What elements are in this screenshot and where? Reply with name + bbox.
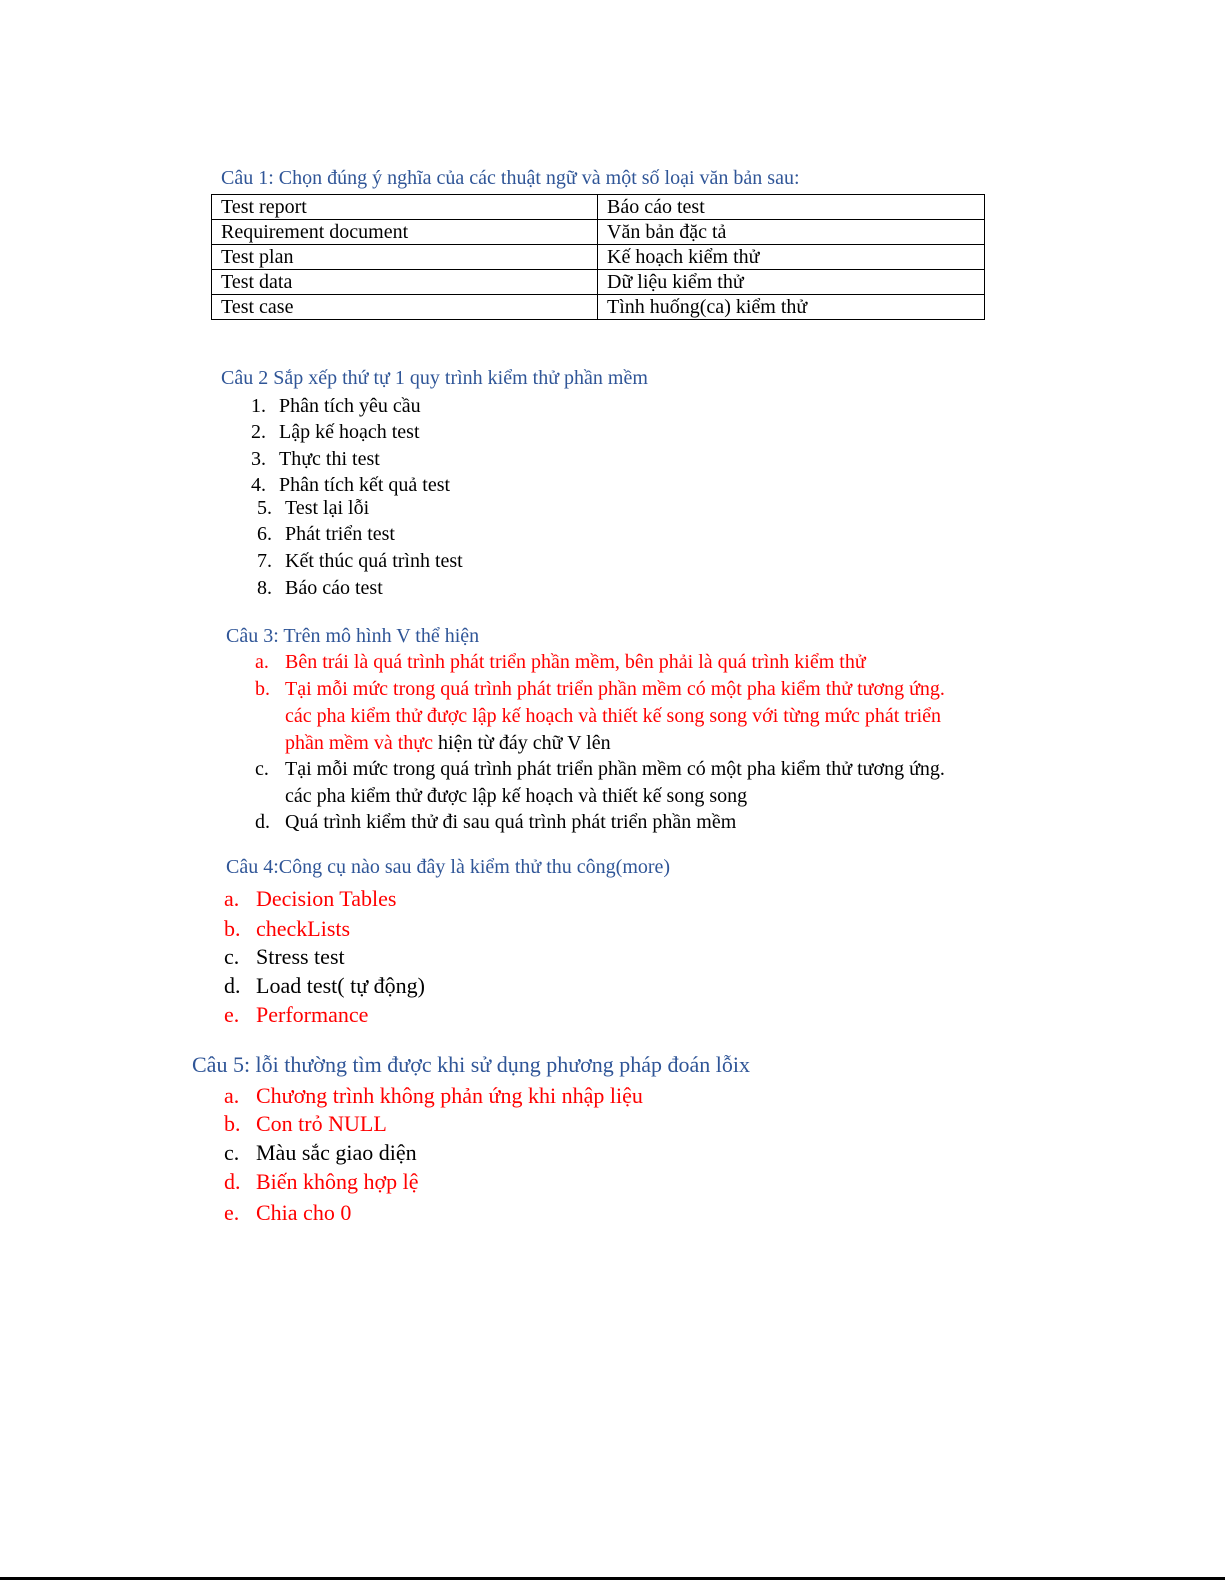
page-bottom-rule <box>0 1577 1225 1580</box>
meaning-cell: Dữ liệu kiểm thử <box>598 270 985 295</box>
option-item <box>224 973 425 999</box>
option-b-line <box>285 732 611 755</box>
item-text: Test lại lỗi <box>285 497 370 519</box>
q1-heading: Câu 1: Chọn đúng ý nghĩa của các thuật ngữ và một số loại văn bản sau: <box>221 167 800 189</box>
option-text: Con trỏ NULL <box>256 1111 387 1136</box>
meaning-cell: Báo cáo test <box>598 195 985 220</box>
option-text: Chia cho 0 <box>256 1200 352 1225</box>
option-letter: e. <box>224 1200 240 1225</box>
item-text: Kết thúc quá trình test <box>285 550 463 572</box>
option-item <box>224 1169 419 1195</box>
option-text: Performance <box>256 1002 369 1027</box>
option-text: Màu sắc giao diện <box>256 1140 417 1165</box>
q5-heading: Câu 5: lỗi thường tìm được khi sử dụng phương pháp đoán lỗix <box>192 1052 751 1077</box>
option-letter: c. <box>224 1140 240 1165</box>
option-text: Biến không hợp lệ <box>256 1169 419 1194</box>
option-item <box>224 886 396 912</box>
option-letter: d. <box>224 973 241 998</box>
item-number: 6. <box>257 523 272 545</box>
item-number: 1. <box>251 395 266 417</box>
item-text: Lập kế hoạch test <box>279 421 420 443</box>
option-item <box>224 916 350 942</box>
option-c-line: các pha kiểm thử được lập kế hoạch và thiết kế song song <box>285 785 748 807</box>
option-letter: e. <box>224 1002 240 1027</box>
item-number: 2. <box>251 421 266 443</box>
term-cell: Test report <box>212 195 598 220</box>
option-letter: d. <box>255 811 270 833</box>
option-b-line: các pha kiểm thử được lập kế hoạch và thiết kế song song với từng mức phát triển <box>285 705 942 727</box>
term-cell: Test case <box>212 295 598 320</box>
q2-heading: Câu 2 Sắp xếp thứ tự 1 quy trình kiểm thử phần mềm <box>221 367 648 389</box>
option-letter: b. <box>224 916 241 941</box>
option-text: Quá trình kiểm thử đi sau quá trình phát triển phần mềm <box>285 811 737 833</box>
list-item <box>251 421 420 444</box>
term-cell: Requirement document <box>212 220 598 245</box>
option-text: checkLists <box>256 916 351 941</box>
item-number: 7. <box>257 550 272 572</box>
item-number: 4. <box>251 474 266 496</box>
option-letter: c. <box>255 758 269 780</box>
option-item <box>224 1140 417 1166</box>
option-text: Tại mỗi mức trong quá trình phát triển phần mềm có một pha kiểm thử tương ứng. <box>285 678 945 700</box>
option-letter: c. <box>224 944 240 969</box>
list-item <box>257 523 395 546</box>
option-text: Stress test <box>256 944 345 969</box>
item-text: Thực thi test <box>279 448 380 470</box>
list-item <box>251 474 450 497</box>
option-letter: d. <box>224 1169 241 1194</box>
meaning-cell: Văn bản đặc tả <box>598 220 985 245</box>
option-text: Bên trái là quá trình phát triển phần mềm, bên phải là quá trình kiểm thử <box>285 651 866 673</box>
option-text: Load test( tự động) <box>256 973 425 998</box>
table-row <box>212 245 985 270</box>
term-cell: Test plan <box>212 245 598 270</box>
item-text: Phát triển test <box>285 523 395 545</box>
item-number: 3. <box>251 448 266 470</box>
terms-table <box>211 194 985 320</box>
item-number: 8. <box>257 577 272 599</box>
item-text: Phân tích yêu cầu <box>279 395 421 417</box>
option-letter: b. <box>255 678 270 700</box>
meaning-cell: Kế hoạch kiểm thử <box>598 245 985 270</box>
option-d <box>255 811 736 834</box>
option-c <box>255 758 945 781</box>
list-item <box>251 448 380 471</box>
option-text-plain: hiện từ đáy chữ V lên <box>433 732 611 754</box>
option-item <box>224 944 345 970</box>
q4-heading: Câu 4:Công cụ nào sau đây là kiểm thử thu công(more) <box>226 856 671 878</box>
table-row <box>212 220 985 245</box>
q3-heading: Câu 3: Trên mô hình V thể hiện <box>226 625 480 647</box>
option-letter: a. <box>224 1083 240 1108</box>
table-row <box>212 295 985 320</box>
option-text-highlight: phần mềm và thực <box>285 732 434 754</box>
list-item <box>251 395 421 418</box>
option-text: Chương trình không phản ứng khi nhập liệu <box>256 1083 643 1108</box>
meaning-cell: Tình huống(ca) kiểm thử <box>598 295 985 320</box>
option-letter: b. <box>224 1111 241 1136</box>
item-number: 5. <box>257 497 272 519</box>
option-letter: a. <box>255 651 269 673</box>
option-item <box>224 1111 387 1137</box>
item-text: Báo cáo test <box>285 577 383 599</box>
option-item <box>224 1083 643 1109</box>
list-item <box>257 497 369 520</box>
option-item <box>224 1200 351 1226</box>
table-row <box>212 270 985 295</box>
option-letter: a. <box>224 886 240 911</box>
option-item <box>224 1002 368 1028</box>
option-b <box>255 678 945 701</box>
table-row <box>212 195 985 220</box>
list-item <box>257 550 463 573</box>
item-text: Phân tích kết quả test <box>279 474 451 496</box>
option-a <box>255 651 866 674</box>
term-cell: Test data <box>212 270 598 295</box>
list-item <box>257 577 383 600</box>
option-text: Decision Tables <box>256 886 397 911</box>
option-text: Tại mỗi mức trong quá trình phát triển phần mềm có một pha kiểm thử tương ứng. <box>285 758 945 780</box>
